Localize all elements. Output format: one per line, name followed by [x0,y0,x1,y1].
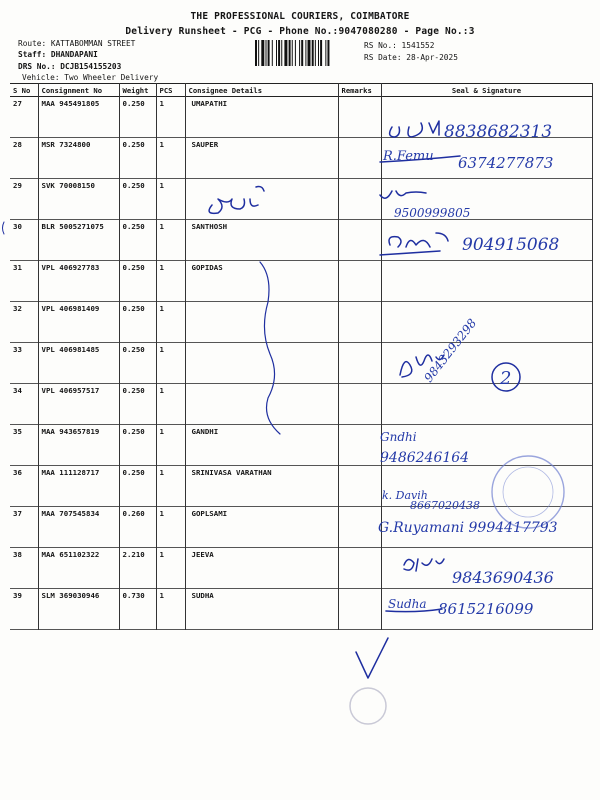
barcode-bar [325,40,326,66]
cell-weight: 0.250 [119,220,156,261]
cell-remarks [338,384,381,425]
cell-sno: 39 [10,589,38,630]
cell-consignee [185,343,338,384]
cell-remarks [338,548,381,589]
cell-consignee: GOPIDAS [185,261,338,302]
barcode-bar [268,40,270,66]
cell-consignee: GANDHI [185,425,338,466]
cell-weight: 2.210 [119,548,156,589]
cell-pcs: 1 [156,97,185,138]
table-row [10,220,592,261]
table-row [10,425,592,466]
cell-pcs: 1 [156,302,185,343]
cell-remarks [338,466,381,507]
cell-seal-signature [381,507,592,548]
col-consignment-header: Consignment No [38,84,119,97]
phone-29: 9500999805 [394,206,471,220]
cell-sno: 27 [10,97,38,138]
cell-consignment: VPL 406957517 [38,384,119,425]
cell-seal-signature [381,384,592,425]
rs-block [364,40,458,64]
cell-pcs: 1 [156,548,185,589]
cell-consignee: JEEVA [185,548,338,589]
barcode-bar [299,40,300,66]
cell-remarks [338,343,381,384]
cell-sno: 29 [10,179,38,220]
cell-sno: 37 [10,507,38,548]
cell-pcs: 1 [156,220,185,261]
cell-consignee: SANTHOSH [185,220,338,261]
cell-seal-signature [381,97,592,138]
cell-pcs: 1 [156,179,185,220]
table-row [10,179,592,220]
cell-sno: 36 [10,466,38,507]
col-sno-header: S No [10,84,38,97]
cell-seal-signature [381,179,592,220]
name-39: Sudha [388,597,427,611]
phone-35: 9486246164 [380,450,470,466]
barcode-bar [289,40,291,66]
cell-consignment: VPL 406981409 [38,302,119,343]
cell-consignment: SLM 369030946 [38,589,119,630]
cell-consignment: MSR 7324800 [38,138,119,179]
route-line [18,38,135,49]
phone-36: 8667020438 [410,499,480,512]
cell-consignment: MAA 943657819 [38,425,119,466]
cell-weight: 0.250 [119,138,156,179]
check-mark [356,638,388,678]
staff-value: DHANDAPANI [50,50,98,59]
barcode-bar [266,40,267,66]
cell-pcs: 1 [156,507,185,548]
cell-sno: 35 [10,425,38,466]
cell-sno: 38 [10,548,38,589]
cell-consignment: BLR 5005271075 [38,220,119,261]
table-row [10,548,592,589]
phone-39: 8615216099 [438,600,534,618]
barcode-bar [305,40,306,66]
barcode-bar [276,40,277,66]
name-35: Gndhi [380,430,417,444]
vehicle-label: Vehicle: [22,73,60,82]
phone-38: 9843690436 [452,568,554,587]
table-row [10,384,592,425]
cell-weight: 0.250 [119,343,156,384]
runsheet-table [10,83,593,630]
cell-consignment: SVK 70008150 [38,179,119,220]
cell-pcs: 1 [156,343,185,384]
cell-consignee: SUDHA [185,589,338,630]
cell-seal-signature [381,220,592,261]
barcode-bar [281,40,282,66]
cell-weight: 0.250 [119,302,156,343]
barcode-bar [261,40,264,66]
cell-consignment: MAA 111128717 [38,466,119,507]
staff-line [18,49,98,60]
phone-30: 9049​15068 [462,235,560,255]
rs-number: RS No.: 1541552 [364,41,435,50]
barcode-bar [292,40,293,66]
cell-pcs: 1 [156,425,185,466]
runsheet-subtitle: Delivery Runsheet - PCG - Phone No.:9047080280 - Page No.:3 [125,26,475,37]
cell-seal-signature [381,466,592,507]
staff-label: Staff: [18,50,47,59]
cell-remarks [338,220,381,261]
table-row [10,138,592,179]
col-remarks-header: Remarks [338,84,381,97]
barcode-bar [272,40,273,66]
col-seal-header: Seal & Signature [381,84,592,97]
cell-consignee: GOPLSAMI [185,507,338,548]
name-36: k. Davih [382,489,428,502]
cell-sno: 28 [10,138,38,179]
cell-sno: 33 [10,343,38,384]
col-pcs-header: PCS [156,84,185,97]
cell-sno: 32 [10,302,38,343]
barcode-bar [308,40,311,66]
faint-stamp [350,688,386,724]
cell-remarks [338,97,381,138]
table-row [10,302,592,343]
cell-remarks [338,589,381,630]
cell-sno: 31 [10,261,38,302]
col-weight-header: Weight [119,84,156,97]
cell-sno: 30 [10,220,38,261]
barcode-bar [255,40,257,66]
table-row [10,97,592,138]
cell-consignee: UMAPATHI [185,97,338,138]
cell-seal-signature [381,261,592,302]
cell-remarks [338,425,381,466]
barcode-bar [258,40,259,66]
name-28: R.Femu [383,149,434,164]
barcode-bar [278,40,280,66]
cell-weight: 0.250 [119,384,156,425]
vehicle-value: Two Wheeler Delivery [64,73,159,82]
cell-weight: 0.250 [119,179,156,220]
table-row [10,589,592,630]
cell-consignment: MAA 707545834 [38,507,119,548]
cell-seal-signature [381,589,592,630]
sig-37: G.Ruyamani 9994417793 [378,520,558,536]
vehicle-line [22,72,158,83]
barcode-bar [315,40,316,66]
cell-pcs: 1 [156,261,185,302]
route-value: KATTABOMMAN STREET [50,39,136,48]
cell-weight: 0.260 [119,507,156,548]
cell-consignee [185,179,338,220]
cell-pcs: 1 [156,589,185,630]
cell-weight: 0.250 [119,97,156,138]
cell-seal-signature [381,548,592,589]
cell-consignment: VPL 406927783 [38,261,119,302]
cell-consignee: SAUPER [185,138,338,179]
phone-27: 8838682313 [444,122,553,142]
drs-line [18,61,121,72]
table-row [10,507,592,548]
cell-weight: 0.250 [119,466,156,507]
cell-seal-signature [381,425,592,466]
cell-seal-signature [381,138,592,179]
cell-consignee: SRINIVASA VARATHAN [185,466,338,507]
col-consignee-header: Consignee Details [185,84,338,97]
barcode-bar [284,40,287,66]
cell-remarks [338,261,381,302]
barcode-bar [327,40,329,66]
cell-seal-signature [381,302,592,343]
margin-mark [3,222,5,234]
cell-seal-signature [381,343,592,384]
cell-remarks [338,302,381,343]
table-row [10,261,592,302]
company-title: THE PROFESSIONAL COURIERS, COIMBATORE [190,11,410,22]
cell-weight: 0.730 [119,589,156,630]
table-header-row [10,84,592,97]
cell-consignment: MAA 651102322 [38,548,119,589]
table-row [10,466,592,507]
phone-33: 9843293298 [421,316,480,385]
phone-28: 6374277873 [458,154,554,172]
table-row [10,343,592,384]
cell-weight: 0.250 [119,425,156,466]
cell-consignment: MAA 945491805 [38,97,119,138]
circled-number-text: 2 [500,368,512,389]
barcode-bar [312,40,314,66]
route-label: Route: [18,39,47,48]
cell-remarks [338,138,381,179]
cell-pcs: 1 [156,466,185,507]
cell-consignee [185,302,338,343]
barcode-bar [320,40,322,66]
cell-pcs: 1 [156,384,185,425]
cell-weight: 0.250 [119,261,156,302]
barcode [255,40,359,66]
barcode-bar [318,40,319,66]
cell-remarks [338,179,381,220]
cell-pcs: 1 [156,138,185,179]
barcode-bar [301,40,303,66]
cell-consignment: VPL 406981485 [38,343,119,384]
cell-consignee [185,384,338,425]
cell-remarks [338,507,381,548]
rs-date: RS Date: 28-Apr-2025 [364,53,458,62]
barcode-bar [295,40,296,66]
drs-value: DCJB154155203 [60,62,122,71]
cell-sno: 34 [10,384,38,425]
drs-label: DRS No.: [18,62,56,71]
